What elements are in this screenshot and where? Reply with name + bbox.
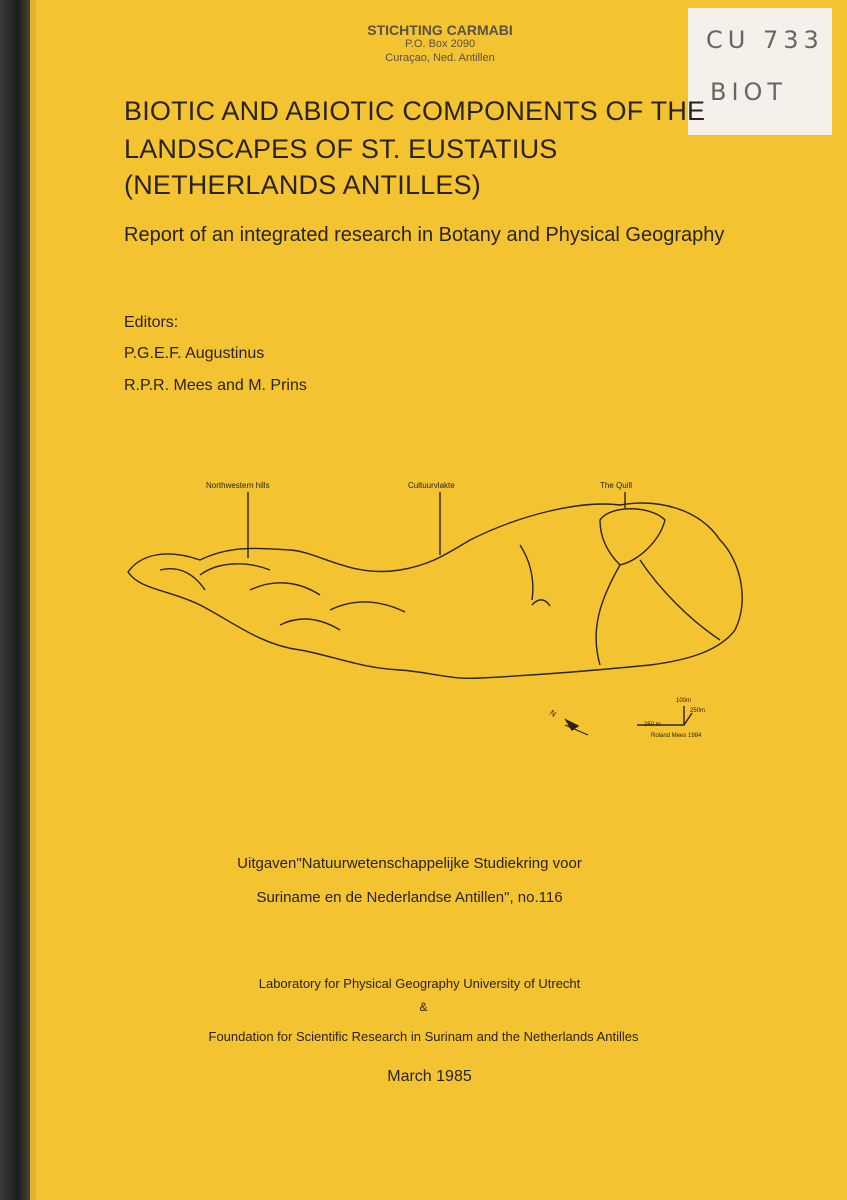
north-arrow-label: N [547,708,558,719]
label-the-quill: The Quill [600,481,633,490]
series-line-2: Suriname en de Nederlandse Antillen", no.116 [256,889,563,906]
title-line-2: LANDSCAPES OF ST. EUSTATIUS [124,134,558,164]
illustration-credit: Roland Mees 1984 [651,733,702,739]
publisher-line-1: Laboratory for Physical Geography University of Utrecht [258,976,581,991]
series-line-1: Uitgaven"Natuurwetenschappelijke Studiekring voor [237,855,582,872]
title-line-1: BIOTIC AND ABIOTIC COMPONENTS OF THE [124,96,706,126]
publisher-ampersand: & [419,1000,428,1014]
publication-date: March 1985 [387,1068,472,1085]
publisher-line-2: Foundation for Scientific Research in Surinam and the Netherlands Antilles [208,1029,639,1044]
editors-heading: Editors: [124,314,179,331]
stamp-line-3: Curaçao, Ned. Antillen [385,52,495,64]
editor-names-2: R.P.R. Mees and M. Prins [124,377,307,394]
scale-vertical: 100m [676,698,692,704]
scale-horizontal: 250 m [644,722,661,728]
label-shelf: BIOT [710,78,788,106]
stamp-line-2: P.O. Box 2090 [404,38,476,50]
label-northwestern-hills: Northwestern hills [206,481,270,490]
title-line-3: (NETHERLANDS ANTILLES) [124,170,481,200]
label-cultuurvlakte: Cultuurvlakte [408,481,455,490]
label-code: CU 733 [706,26,824,54]
editor-names-1: P.G.E.F. Augustinus [124,345,265,362]
stamp-line-1: STICHTING CARMABI [367,22,513,38]
scale-depth: 250m [690,708,706,714]
subtitle: Report of an integrated research in Botany and Physical Geography [124,224,725,246]
